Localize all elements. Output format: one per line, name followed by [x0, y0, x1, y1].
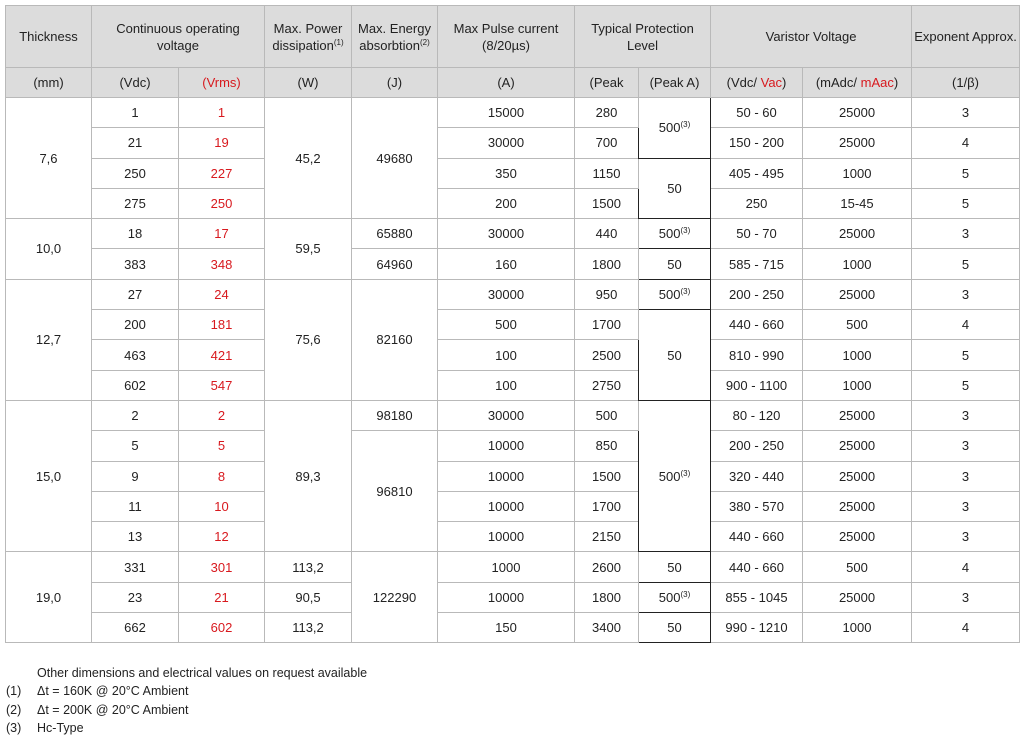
table-row	[6, 98, 1020, 128]
unit-madc-suffix: )	[893, 75, 899, 90]
unit-vac: Vac	[760, 75, 783, 90]
footnote-3	[6, 719, 367, 737]
pulse-cell: 1000	[438, 552, 575, 582]
varistor-cell: 405 - 495	[711, 158, 803, 188]
pulse-cell: 10000	[438, 431, 575, 461]
unit-vrms: (Vrms)	[179, 68, 265, 98]
peak-cell: 500	[575, 400, 639, 430]
vdc-cell: 23	[92, 582, 179, 612]
footnote-3-number: (3)	[6, 721, 22, 736]
unit-peak: (Peak	[575, 68, 639, 98]
vrms-cell: 602	[179, 613, 265, 643]
col-header-protection: Typical Protection Level	[575, 6, 711, 68]
varistor-cell: 990 - 1210	[711, 613, 803, 643]
exponent-cell: 4	[912, 310, 1020, 340]
peak-cell: 700	[575, 128, 639, 158]
power-cell: 90,5	[265, 582, 352, 612]
vdc-cell: 18	[92, 219, 179, 249]
pulse-cell: 30000	[438, 279, 575, 309]
varistor-cell: 320 - 440	[711, 461, 803, 491]
exponent-cell: 5	[912, 370, 1020, 400]
madc-cell: 1000	[803, 340, 912, 370]
peak-a-value: 500	[658, 286, 681, 302]
power-cell: 75,6	[265, 279, 352, 400]
peak-cell: 2500	[575, 340, 639, 370]
table-row	[6, 340, 1020, 370]
table-row	[6, 400, 1020, 430]
madc-cell: 1000	[803, 249, 912, 279]
col-header-max-power	[265, 6, 352, 68]
peak-cell: 1800	[575, 249, 639, 279]
vdc-cell: 662	[92, 613, 179, 643]
footnotes	[6, 664, 367, 738]
table-row	[6, 613, 1020, 643]
header-row	[6, 6, 1020, 68]
vdc-cell: 11	[92, 491, 179, 521]
unit-vdc: (Vdc)	[92, 68, 179, 98]
footnote-general: Other dimensions and electrical values on request available	[37, 666, 368, 680]
peak-cell: 1500	[575, 461, 639, 491]
vdc-cell: 602	[92, 370, 179, 400]
pulse-cell: 100	[438, 370, 575, 400]
power-cell: 113,2	[265, 552, 352, 582]
varistor-cell: 810 - 990	[711, 340, 803, 370]
madc-cell: 25000	[803, 431, 912, 461]
exponent-cell: 4	[912, 552, 1020, 582]
madc-cell: 15-45	[803, 188, 912, 218]
madc-cell: 1000	[803, 158, 912, 188]
peak-cell: 1150	[575, 158, 639, 188]
pulse-cell: 10000	[438, 582, 575, 612]
unit-j: (J)	[352, 68, 438, 98]
pulse-cell: 160	[438, 249, 575, 279]
peak-a-cell: 50	[639, 310, 711, 401]
table-row	[6, 491, 1020, 521]
peak-cell: 1500	[575, 188, 639, 218]
power-cell: 45,2	[265, 98, 352, 219]
energy-cell: 96810	[352, 431, 438, 552]
peak-a-value: 500	[658, 468, 681, 484]
vrms-cell: 12	[179, 522, 265, 552]
col-header-thickness: Thickness	[6, 6, 92, 68]
unit-vdc-vac	[711, 68, 803, 98]
table-row	[6, 461, 1020, 491]
energy-cell: 64960	[352, 249, 438, 279]
pulse-cell: 500	[438, 310, 575, 340]
exponent-cell: 3	[912, 219, 1020, 249]
pulse-cell: 30000	[438, 400, 575, 430]
peak-cell: 950	[575, 279, 639, 309]
table-row	[6, 188, 1020, 218]
peak-a-cell: 50	[639, 552, 711, 582]
max-power-label: Max. Power dissipation	[272, 20, 343, 53]
peak-a-cell	[639, 219, 711, 249]
footnote-ref-3: (3)	[680, 468, 691, 478]
vdc-cell: 9	[92, 461, 179, 491]
unit-w: (W)	[265, 68, 352, 98]
vdc-cell: 1	[92, 98, 179, 128]
vrms-cell: 8	[179, 461, 265, 491]
peak-cell: 2750	[575, 370, 639, 400]
footnote-2	[6, 701, 367, 719]
energy-cell: 82160	[352, 279, 438, 400]
madc-cell: 1000	[803, 613, 912, 643]
exponent-cell: 3	[912, 431, 1020, 461]
table-row	[6, 310, 1020, 340]
pulse-cell: 350	[438, 158, 575, 188]
peak-cell: 850	[575, 431, 639, 461]
madc-cell: 25000	[803, 98, 912, 128]
madc-cell: 25000	[803, 491, 912, 521]
pulse-cell: 200	[438, 188, 575, 218]
thickness-cell: 15,0	[6, 400, 92, 551]
vrms-cell: 24	[179, 279, 265, 309]
vdc-cell: 21	[92, 128, 179, 158]
exponent-cell: 3	[912, 522, 1020, 552]
max-energy-label: Max. Energy absorbtion	[358, 20, 431, 53]
peak-a-value: 500	[658, 226, 681, 242]
exponent-cell: 5	[912, 340, 1020, 370]
exponent-cell: 3	[912, 400, 1020, 430]
madc-cell: 25000	[803, 219, 912, 249]
energy-cell: 65880	[352, 219, 438, 249]
vrms-cell: 2	[179, 400, 265, 430]
footnote-ref-1: (1)	[333, 37, 344, 47]
table-row	[6, 552, 1020, 582]
exponent-cell: 3	[912, 582, 1020, 612]
peak-a-cell	[639, 279, 711, 309]
madc-cell: 1000	[803, 370, 912, 400]
vdc-cell: 331	[92, 552, 179, 582]
varistor-cell: 200 - 250	[711, 431, 803, 461]
pulse-cell: 30000	[438, 128, 575, 158]
table-row	[6, 128, 1020, 158]
thickness-cell: 12,7	[6, 279, 92, 400]
exponent-cell: 3	[912, 279, 1020, 309]
peak-a-cell	[639, 582, 711, 612]
varistor-cell: 440 - 660	[711, 310, 803, 340]
energy-cell: 122290	[352, 552, 438, 643]
footnote-2-text: Δt = 200K @ 20°C Ambient	[37, 702, 189, 717]
vrms-cell: 301	[179, 552, 265, 582]
varistor-cell: 50 - 70	[711, 219, 803, 249]
col-header-exponent: Exponent Approx.	[912, 6, 1020, 68]
vrms-cell: 17	[179, 219, 265, 249]
madc-cell: 25000	[803, 400, 912, 430]
power-cell: 89,3	[265, 400, 352, 551]
varistor-cell: 380 - 570	[711, 491, 803, 521]
unit-beta: (1/β)	[912, 68, 1020, 98]
footnote-1	[6, 682, 367, 700]
madc-cell: 500	[803, 310, 912, 340]
unit-madc-prefix: (mAdc/	[815, 75, 861, 90]
peak-cell: 2600	[575, 552, 639, 582]
madc-cell: 25000	[803, 128, 912, 158]
exponent-cell: 5	[912, 188, 1020, 218]
varistor-cell: 250	[711, 188, 803, 218]
thickness-cell: 7,6	[6, 98, 92, 219]
peak-a-cell: 50	[639, 249, 711, 279]
peak-a-value: 500	[658, 589, 681, 605]
vdc-cell: 463	[92, 340, 179, 370]
exponent-cell: 4	[912, 613, 1020, 643]
peak-cell: 440	[575, 219, 639, 249]
vrms-cell: 21	[179, 582, 265, 612]
vrms-cell: 547	[179, 370, 265, 400]
peak-cell: 3400	[575, 613, 639, 643]
peak-a-cell: 50	[639, 158, 711, 219]
vrms-cell: 10	[179, 491, 265, 521]
varistor-cell: 440 - 660	[711, 522, 803, 552]
unit-maac: mAac	[860, 75, 894, 90]
peak-a-cell	[639, 400, 711, 551]
vdc-cell: 13	[92, 522, 179, 552]
vdc-cell: 27	[92, 279, 179, 309]
footnote-ref-3: (3)	[680, 286, 691, 296]
exponent-cell: 5	[912, 158, 1020, 188]
madc-cell: 25000	[803, 522, 912, 552]
vrms-cell: 348	[179, 249, 265, 279]
exponent-cell: 4	[912, 128, 1020, 158]
madc-cell: 25000	[803, 461, 912, 491]
peak-cell: 1800	[575, 582, 639, 612]
col-header-varistor: Varistor Voltage	[711, 6, 912, 68]
table-row	[6, 370, 1020, 400]
footnote-ref-3: (3)	[680, 120, 691, 130]
table-row	[6, 249, 1020, 279]
unit-peak-a: (Peak A)	[639, 68, 711, 98]
exponent-cell: 5	[912, 249, 1020, 279]
madc-cell: 500	[803, 552, 912, 582]
madc-cell: 25000	[803, 279, 912, 309]
vrms-cell: 19	[179, 128, 265, 158]
spec-table-container	[5, 5, 1020, 643]
footnote-ref-3: (3)	[680, 589, 691, 599]
peak-a-cell: 50	[639, 613, 711, 643]
vdc-cell: 383	[92, 249, 179, 279]
footnote-2-number: (2)	[6, 702, 22, 717]
peak-cell: 1700	[575, 491, 639, 521]
vrms-cell: 250	[179, 188, 265, 218]
col-header-max-energy	[352, 6, 438, 68]
table-row	[6, 431, 1020, 461]
varistor-cell: 585 - 715	[711, 249, 803, 279]
vrms-cell: 1	[179, 98, 265, 128]
unit-madc-maac	[803, 68, 912, 98]
exponent-cell: 3	[912, 98, 1020, 128]
varistor-cell: 440 - 660	[711, 552, 803, 582]
table-row	[6, 522, 1020, 552]
footnote-1-text: Δt = 160K @ 20°C Ambient	[37, 684, 189, 699]
peak-cell: 2150	[575, 522, 639, 552]
footnote-1-number: (1)	[6, 684, 22, 699]
vdc-cell: 200	[92, 310, 179, 340]
energy-cell: 98180	[352, 400, 438, 430]
vrms-cell: 227	[179, 158, 265, 188]
peak-a-cell	[639, 98, 711, 159]
exponent-cell: 3	[912, 491, 1020, 521]
pulse-cell: 10000	[438, 522, 575, 552]
table-row	[6, 158, 1020, 188]
pulse-cell: 30000	[438, 219, 575, 249]
thickness-cell: 19,0	[6, 552, 92, 643]
pulse-cell: 100	[438, 340, 575, 370]
varistor-cell: 200 - 250	[711, 279, 803, 309]
peak-cell: 1700	[575, 310, 639, 340]
varistor-cell: 900 - 1100	[711, 370, 803, 400]
energy-cell: 49680	[352, 98, 438, 219]
unit-a: (A)	[438, 68, 575, 98]
power-cell: 113,2	[265, 613, 352, 643]
col-header-max-pulse: Max Pulse current (8/20µs)	[438, 6, 575, 68]
exponent-cell: 3	[912, 461, 1020, 491]
vrms-cell: 181	[179, 310, 265, 340]
unit-vdc-vac-suffix: )	[782, 75, 787, 90]
varistor-cell: 855 - 1045	[711, 582, 803, 612]
pulse-cell: 10000	[438, 461, 575, 491]
vdc-cell: 2	[92, 400, 179, 430]
varistor-cell: 80 - 120	[711, 400, 803, 430]
power-cell: 59,5	[265, 219, 352, 280]
pulse-cell: 150	[438, 613, 575, 643]
footnote-ref-2: (2)	[419, 37, 430, 47]
madc-cell: 25000	[803, 582, 912, 612]
pulse-cell: 10000	[438, 491, 575, 521]
vdc-cell: 250	[92, 158, 179, 188]
peak-a-value: 500	[658, 120, 681, 136]
thickness-cell: 10,0	[6, 219, 92, 280]
units-row	[6, 68, 1020, 98]
vrms-cell: 421	[179, 340, 265, 370]
table-row	[6, 219, 1020, 249]
table-row	[6, 582, 1020, 612]
unit-mm: (mm)	[6, 68, 92, 98]
vdc-cell: 275	[92, 188, 179, 218]
col-header-continuous-voltage: Continuous operating voltage	[92, 6, 265, 68]
varistor-cell: 150 - 200	[711, 128, 803, 158]
footnote-ref-3: (3)	[680, 226, 691, 236]
varistor-spec-table	[5, 5, 1020, 643]
unit-vdc-vac-prefix: (Vdc/	[726, 75, 761, 90]
table-row	[6, 279, 1020, 309]
varistor-cell: 50 - 60	[711, 98, 803, 128]
vdc-cell: 5	[92, 431, 179, 461]
vrms-cell: 5	[179, 431, 265, 461]
pulse-cell: 15000	[438, 98, 575, 128]
peak-cell: 280	[575, 98, 639, 128]
footnote-3-text: Hc-Type	[37, 721, 84, 736]
